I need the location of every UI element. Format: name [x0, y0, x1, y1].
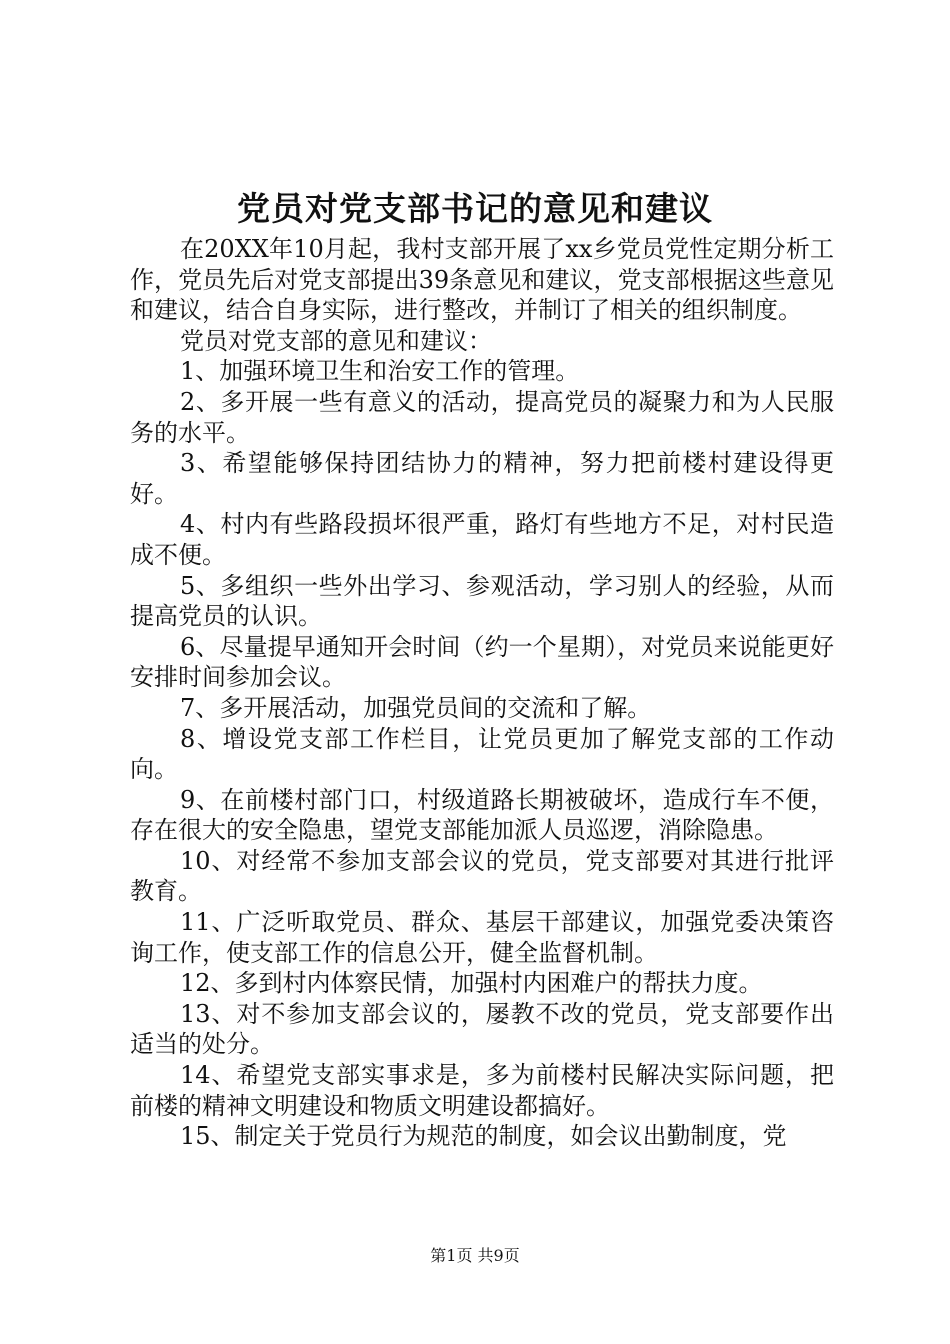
suggestion-item: 11、广泛听取党员、群众、基层干部建议，加强党委决策咨询工作，使支部工作的信息公开，健全监督机制。 — [130, 908, 834, 967]
document-body — [130, 234, 834, 1152]
suggestion-item: 14、希望党支部实事求是，多为前楼村民解决实际问题，把前楼的精神文明建设和物质文明建设都搞好。 — [130, 1061, 834, 1120]
suggestion-item: 7、多开展活动，加强党员间的交流和了解。 — [180, 693, 652, 722]
suggestion-item: 8、增设党支部工作栏目，让党员更加了解党支部的工作动向。 — [130, 724, 834, 784]
suggestion-item: 3、希望能够保持团结协力的精神，努力把前楼村建设得更好。 — [130, 449, 834, 508]
document-title: 党员对党支部书记的意见和建议 — [237, 189, 713, 228]
suggestion-item: 6、尽量提早通知开会时间（约一个星期），对党员来说能更好安排时间参加会议。 — [130, 632, 834, 692]
suggestion-item: 10、对经常不参加支部会议的党员，党支部要对其进行批评教育。 — [130, 846, 834, 906]
page-number: 第1页 共9页 — [430, 1246, 520, 1265]
suggestion-item: 2、多开展一些有意义的活动，提高党员的凝聚力和为人民服务的水平。 — [130, 387, 834, 447]
suggestion-item: 13、对不参加支部会议的，屡教不改的党员，党支部要作出适当的处分。 — [130, 999, 834, 1059]
suggestion-item: 15、制定关于党员行为规范的制度，如会议出勤制度，党 — [180, 1122, 787, 1151]
intro-paragraph: 在20XX年10月起，我村支部开展了xx乡党员党性定期分析工作，党员先后对党支部提出39条意见和建议，党支部根据这些意见和建议，结合自身实际，进行整改，并制订了相关的组织制度。 — [130, 235, 834, 325]
suggestion-item: 5、多组织一些外出学习、参观活动，学习别人的经验，从而提高党员的认识。 — [130, 571, 834, 631]
list-heading: 党员对党支部的意见和建议： — [180, 326, 492, 355]
suggestion-item: 9、在前楼村部门口，村级道路长期被破坏，造成行车不便，存在很大的安全隐患，望党支部能加派人员巡逻，消除隐患。 — [130, 785, 834, 845]
suggestion-item: 1、加强环境卫生和治安工作的管理。 — [180, 357, 580, 386]
suggestion-item: 12、多到村内体察民情，加强村内困难户的帮扶力度。 — [180, 969, 763, 998]
suggestion-item: 4、村内有些路段损坏很严重，路灯有些地方不足，对村民造成不便。 — [130, 510, 834, 569]
